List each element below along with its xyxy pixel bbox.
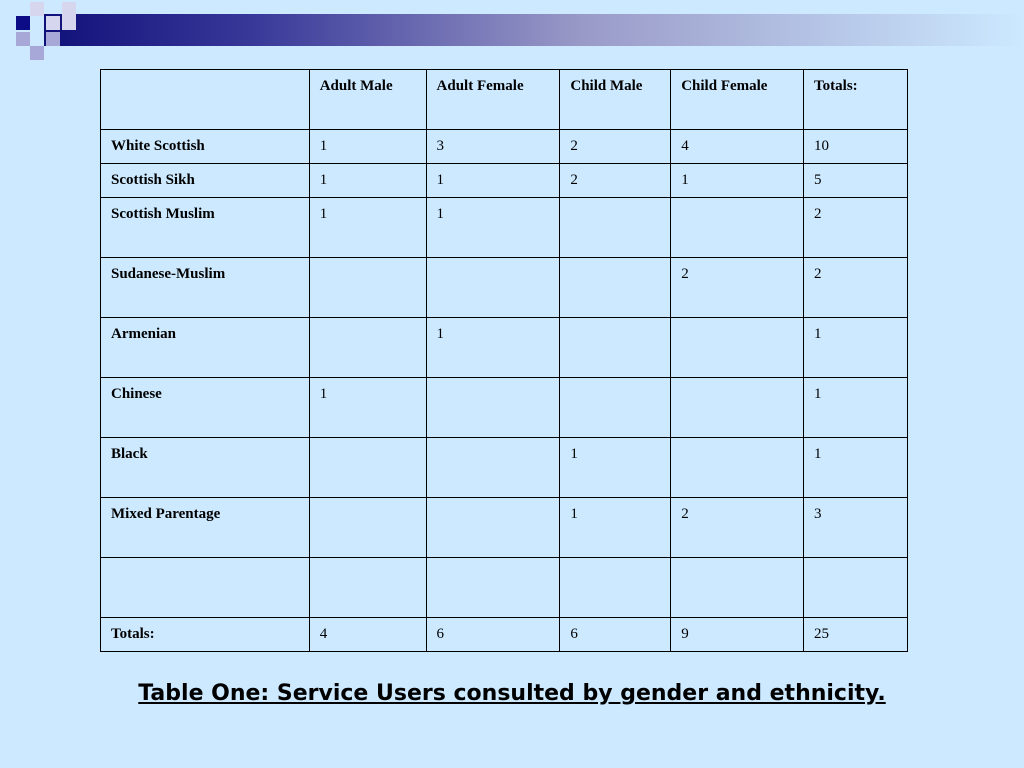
table-cell — [560, 198, 671, 258]
row-label: Black — [101, 438, 310, 498]
table-cell — [426, 498, 560, 558]
table-cell: 1 — [309, 164, 426, 198]
table-row — [101, 498, 908, 558]
row-label: White Scottish — [101, 130, 310, 164]
table-cell: 1 — [804, 318, 908, 378]
table-cell — [426, 438, 560, 498]
table-cell — [309, 558, 426, 618]
table-cell — [309, 318, 426, 378]
table-cell: 5 — [804, 164, 908, 198]
header-cell: Adult Male — [309, 70, 426, 130]
table-cell — [309, 258, 426, 318]
table-cell — [560, 318, 671, 378]
table-cell — [426, 258, 560, 318]
row-label: Sudanese-Muslim — [101, 258, 310, 318]
table-row — [101, 258, 908, 318]
decor-square — [46, 16, 60, 30]
table-cell: 1 — [804, 378, 908, 438]
header-gradient-bar — [44, 14, 1024, 46]
table-row — [101, 198, 908, 258]
table-cell — [426, 558, 560, 618]
table-cell: 1 — [426, 164, 560, 198]
row-label: Totals: — [101, 618, 310, 652]
row-label: Scottish Muslim — [101, 198, 310, 258]
row-label: Chinese — [101, 378, 310, 438]
table-cell: 1 — [309, 198, 426, 258]
table-row-totals — [101, 618, 908, 652]
header-cell — [101, 70, 310, 130]
service-users-table — [100, 69, 908, 652]
table-row — [101, 378, 908, 438]
table-cell: 3 — [804, 498, 908, 558]
table-row — [101, 164, 908, 198]
table-cell — [671, 438, 804, 498]
table-cell: 2 — [671, 498, 804, 558]
table-cell — [560, 258, 671, 318]
table-cell: 6 — [560, 618, 671, 652]
table-cell — [671, 198, 804, 258]
table-cell — [309, 498, 426, 558]
decor-square — [16, 32, 30, 46]
table-cell — [671, 378, 804, 438]
table-cell: 10 — [804, 130, 908, 164]
row-label: Mixed Parentage — [101, 498, 310, 558]
table-caption: Table One: Service Users consulted by gender and ethnicity. — [138, 681, 886, 706]
decor-square — [30, 2, 44, 16]
table-header-row — [101, 70, 908, 130]
table-cell: 2 — [560, 130, 671, 164]
table-cell: 3 — [426, 130, 560, 164]
table-cell: 1 — [560, 438, 671, 498]
table-cell: 1 — [671, 164, 804, 198]
table-cell: 1 — [309, 378, 426, 438]
table-cell — [560, 378, 671, 438]
table-cell: 1 — [426, 318, 560, 378]
row-label: Scottish Sikh — [101, 164, 310, 198]
header-cell: Child Male — [560, 70, 671, 130]
table-cell: 2 — [671, 258, 804, 318]
table-cell: 2 — [804, 198, 908, 258]
row-label: Armenian — [101, 318, 310, 378]
table-row-empty — [101, 558, 908, 618]
table-cell — [671, 558, 804, 618]
table-cell: 6 — [426, 618, 560, 652]
table-cell: 9 — [671, 618, 804, 652]
header-cell: Totals: — [804, 70, 908, 130]
table-row — [101, 130, 908, 164]
table-cell — [309, 438, 426, 498]
table-row — [101, 438, 908, 498]
table-cell: 2 — [560, 164, 671, 198]
header-cell: Child Female — [671, 70, 804, 130]
table-cell — [560, 558, 671, 618]
table-row — [101, 318, 908, 378]
decor-square — [16, 16, 30, 30]
table-cell: 1 — [804, 438, 908, 498]
decor-square — [62, 16, 76, 30]
table-cell: 1 — [426, 198, 560, 258]
table-cell: 1 — [309, 130, 426, 164]
table-cell: 4 — [671, 130, 804, 164]
table-cell — [671, 318, 804, 378]
table-cell: 2 — [804, 258, 908, 318]
table-cell: 1 — [560, 498, 671, 558]
decor-square — [30, 46, 44, 60]
decor-square — [62, 2, 76, 16]
table-cell — [426, 378, 560, 438]
table-cell — [804, 558, 908, 618]
table-cell: 25 — [804, 618, 908, 652]
table-cell: 4 — [309, 618, 426, 652]
row-label — [101, 558, 310, 618]
decor-square — [46, 32, 60, 46]
header-cell: Adult Female — [426, 70, 560, 130]
